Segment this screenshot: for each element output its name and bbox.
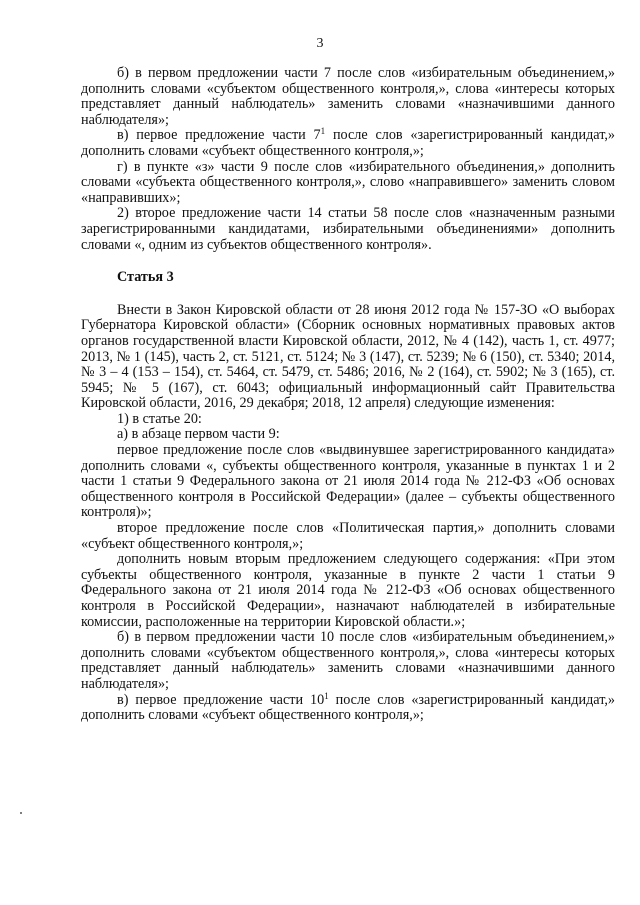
list-item-1: 1) в статье 20: [117,410,202,427]
paragraph-g-part9: г) в пункте «з» части 9 после слов «избирательного объединения,» дополнить словами «субъекта общественного контроля,», слово «направившего» заменить словом «направивших»; [81,158,615,206]
spacer [81,286,615,303]
superscript: 1 [320,126,326,137]
paragraph-text: в) первое предложение части 7 [117,127,321,144]
superscript: 1 [324,690,329,701]
paragraph-first-sentence: первое предложение после слов «выдвинувшее зарегистрированного кандидата» дополнить словами «, субъекты общественного контроля, указанные в пунктах 1 и 2 части 1 статьи 9 Федерального закона от 21 июля 2014 года № 212-ФЗ «Об основах общественного контроля в Российской Федерации» (далее – субъекты общественного контроля)»; [81,442,615,521]
paragraph-text: после слов «зарегистрированный кандидат,» дополнить словами «субъект общественного контроля,»; [81,127,615,159]
list-item-a: а) в абзаце первом части 9: [117,426,280,443]
paragraph-b-part7: б) в первом предложении части 7 после слов «избирательным объединением,» дополнить словами «субъектом общественного контроля,», слова «интересы которых представляет данный наблюдатель» заменить словами «назначившими данного наблюдателя»; [81,65,615,128]
paragraph-second-sentence: второе предложение после слов «Политическая партия,» дополнить словами «субъект общественного контроля,»; [81,520,615,552]
page-number: 3 [316,36,324,51]
paragraph-b-part10: б) в первом предложении части 10 после слов «избирательным объединением,» дополнить словами «субъектом общественного контроля,», слова «интересы которых представляет данный наблюдатель» заменить словами «назначившими данного наблюдателя»; [81,629,615,692]
document-body [81,66,615,724]
paragraph-text: после слов «зарегистрированный кандидат,» дополнить словами «субъект общественного контроля,»; [81,691,615,724]
paragraph-text: в) первое предложение части 10 [117,691,325,708]
paragraph-2-article58: 2) второе предложение части 14 статьи 58 после слов «назначенным разными зарегистрированными кандидатами, избирательными объединениями» дополнить словами «, одним из субъектов общественного контроля». [81,205,615,253]
spacer [81,253,615,270]
paragraph-v-part7-1 [81,128,615,159]
paragraph-new-sentence: дополнить новым вторым предложением следующего содержания: «При этом субъекты общественного контроля, указанные в пункте 2 части 1 статьи 9 Федерального закона от 21 июля 2014 года № 212-ФЗ «Об основах общественного контроля в Российской Федерации», назначают наблюдателей в избирательные комиссии, расположенные на территории Кировской области.»; [81,551,615,630]
article-heading: Статья 3 [117,269,174,286]
article-intro: Внести в Закон Кировской области от 28 июня 2012 года № 157-ЗО «О выборах Губернатора Кировской области» (Сборник основных нормативных правовых актов органов государственной власти Кировской области, 2012, № 4 (142), часть 1, ст. 4977; 2013, № 1 (145), часть 2, ст. 5121, ст. 5124; № 3 (147), ст. 5239; № 6 (150), ст. 5340; 2014, № 3 – 4 (153 – 154), ст. 5464, ст. 5479, ст. 5486; 2016, № 2 (164), ст. 5902; № 3 (165), ст. 5945; № 5 (167), ст. 6043; официальный информационный сайт Правительства Кировской области, 2016, 29 декабря; 2018, 12 апреля) следующие изменения: [81,301,615,412]
scan-speck [20,812,22,814]
paragraph-v-part10-1 [81,690,615,724]
